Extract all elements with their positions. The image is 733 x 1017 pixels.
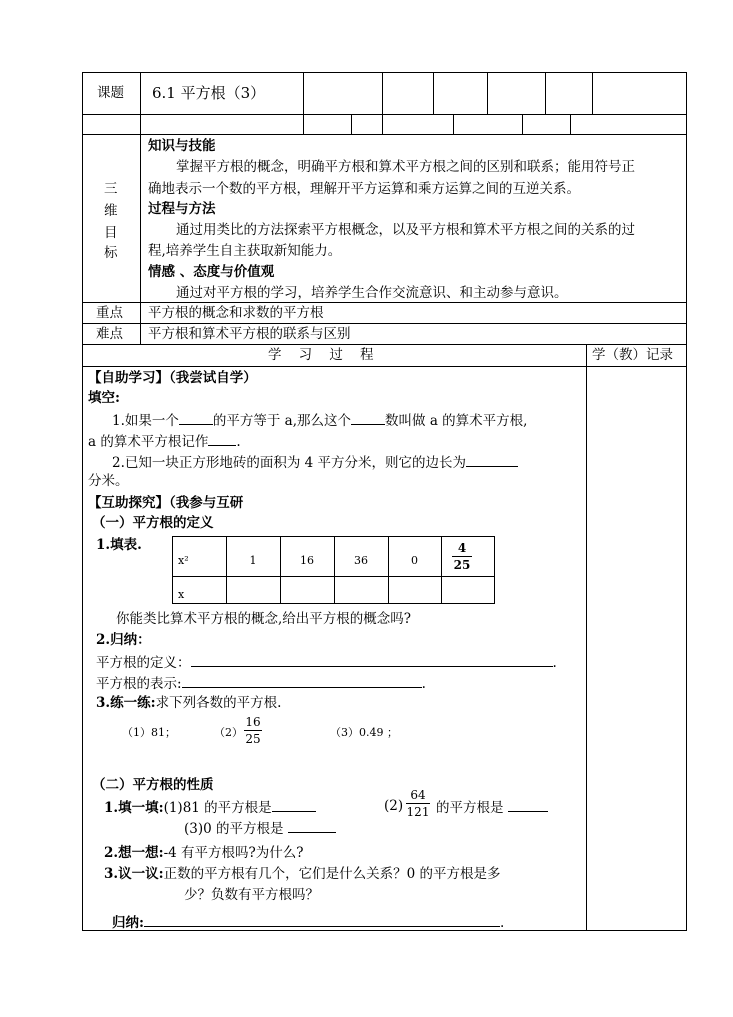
side-char: 目 (104, 225, 118, 241)
blank[interactable] (179, 410, 213, 425)
summary-label: 2.归纳： (96, 632, 151, 648)
blank[interactable] (466, 452, 518, 467)
blank[interactable] (351, 410, 385, 425)
table-value: 1 (249, 554, 257, 567)
table-answer-cell[interactable] (335, 577, 387, 603)
fill-in-item-2-pre: (2) (384, 798, 404, 814)
difficulty-label: 难点 (96, 326, 123, 342)
course-title: 6.1 平方根（3） (152, 84, 266, 102)
side-char: 三 (104, 181, 118, 197)
table-answer-cell[interactable] (281, 577, 333, 603)
discuss-line: 3.议一议:正数的平方根有几个，它们是什么关系？0 的平方根是多 (104, 866, 501, 882)
blank[interactable] (508, 797, 548, 812)
table-row-label-x: x (178, 588, 185, 601)
fill-in-line-3: (3)0 的平方根是 (184, 818, 336, 838)
emotion-heading: 情感 、态度与价值观 (148, 264, 275, 280)
practice-fraction: 16 25 (245, 715, 261, 746)
record-column-title: 学（教）记录 (592, 347, 673, 363)
process-heading: 过程与方法 (148, 201, 216, 217)
think-line: 2.想一想:-4 有平方根吗?为什么? (104, 845, 304, 861)
key-point-text: 平方根的概念和求数的平方根 (148, 305, 324, 321)
table-value: 16 (300, 554, 314, 567)
fill-in-fraction: 64 121 (406, 788, 430, 819)
table-header-x2: x² (178, 554, 189, 567)
side-char: 标 (104, 245, 118, 261)
table-fraction: 4 25 (453, 541, 471, 572)
definition-blank[interactable] (191, 652, 553, 667)
conclude-blank[interactable] (144, 912, 500, 927)
table-answer-cell[interactable] (442, 577, 493, 603)
question-2: 2.已知一块正方形地砖的面积为 4 平方分米，则它的边长为 (112, 452, 518, 472)
discuss-line-2: 少？负数有平方根吗？ (184, 887, 319, 903)
section-1-heading: （一）平方根的定义 (92, 515, 214, 531)
knowledge-line: 掌握平方根的概念，明确平方根和算术平方根之间的区别和联系；能用符号正 (176, 159, 635, 175)
representation-line: 平方根的表示: . (96, 673, 426, 693)
process-line: 程,培养学生自主获取新知能力。 (148, 243, 342, 259)
question-2-cont: 分米。 (88, 473, 129, 489)
conclude-line: 归纳: . (112, 912, 504, 932)
knowledge-line: 确地表示一个数的平方根，理解开平方运算和乘方运算之间的互逆关系。 (148, 181, 580, 197)
blank[interactable] (288, 818, 336, 833)
practice-item-1: （1）81； (122, 726, 176, 739)
practice-line: 3.练一练:求下列各数的平方根. (96, 695, 282, 711)
table-answer-cell[interactable] (227, 577, 279, 603)
definition-line: 平方根的定义： . (96, 652, 557, 672)
process-line: 通过用类比的方法探索平方根概念，以及平方根和算术平方根之间的关系的过 (176, 222, 635, 238)
table-value: 0 (411, 554, 418, 567)
question-1-cont: a 的算术平方根记作 . (88, 431, 241, 451)
self-study-heading: 【自助学习】（我尝试自学） (88, 370, 257, 386)
table-answer-cell[interactable] (389, 577, 440, 603)
section-2-heading: （二）平方根的性质 (92, 777, 214, 793)
blank[interactable] (208, 431, 236, 446)
emotion-line: 通过对平方根的学习，培养学生合作交流意识、和主动参与意识。 (176, 285, 568, 301)
side-char: 维 (104, 203, 118, 219)
question-1: 1.如果一个 的平方等于 a,那么这个 数叫做 a 的算术平方根, (112, 410, 527, 430)
blank[interactable] (272, 797, 316, 812)
table-value: 36 (354, 554, 368, 567)
representation-blank[interactable] (182, 673, 422, 688)
analogy-question: 你能类比算术平方根的概念,给出平方根的概念吗? (116, 611, 412, 627)
fill-in-line-1: 1.填一填:(1)81 的平方根是 (104, 797, 316, 817)
course-label: 课题 (97, 85, 124, 101)
fill-label: 填空: (88, 390, 120, 406)
process-title: 学 习 过 程 (268, 347, 374, 363)
key-point-label: 重点 (96, 305, 123, 321)
mutual-heading: 【互助探究】（我参与互研 (88, 495, 244, 511)
practice-item-2: （2） (214, 726, 243, 739)
difficulty-text: 平方根和算术平方根的联系与区别 (148, 326, 351, 342)
fill-table-label: 1.填表. (96, 537, 142, 553)
knowledge-heading: 知识与技能 (148, 138, 216, 154)
fill-in-item-2: 的平方根是 (436, 797, 548, 817)
practice-item-3: （3）0.49 ； (330, 726, 398, 739)
